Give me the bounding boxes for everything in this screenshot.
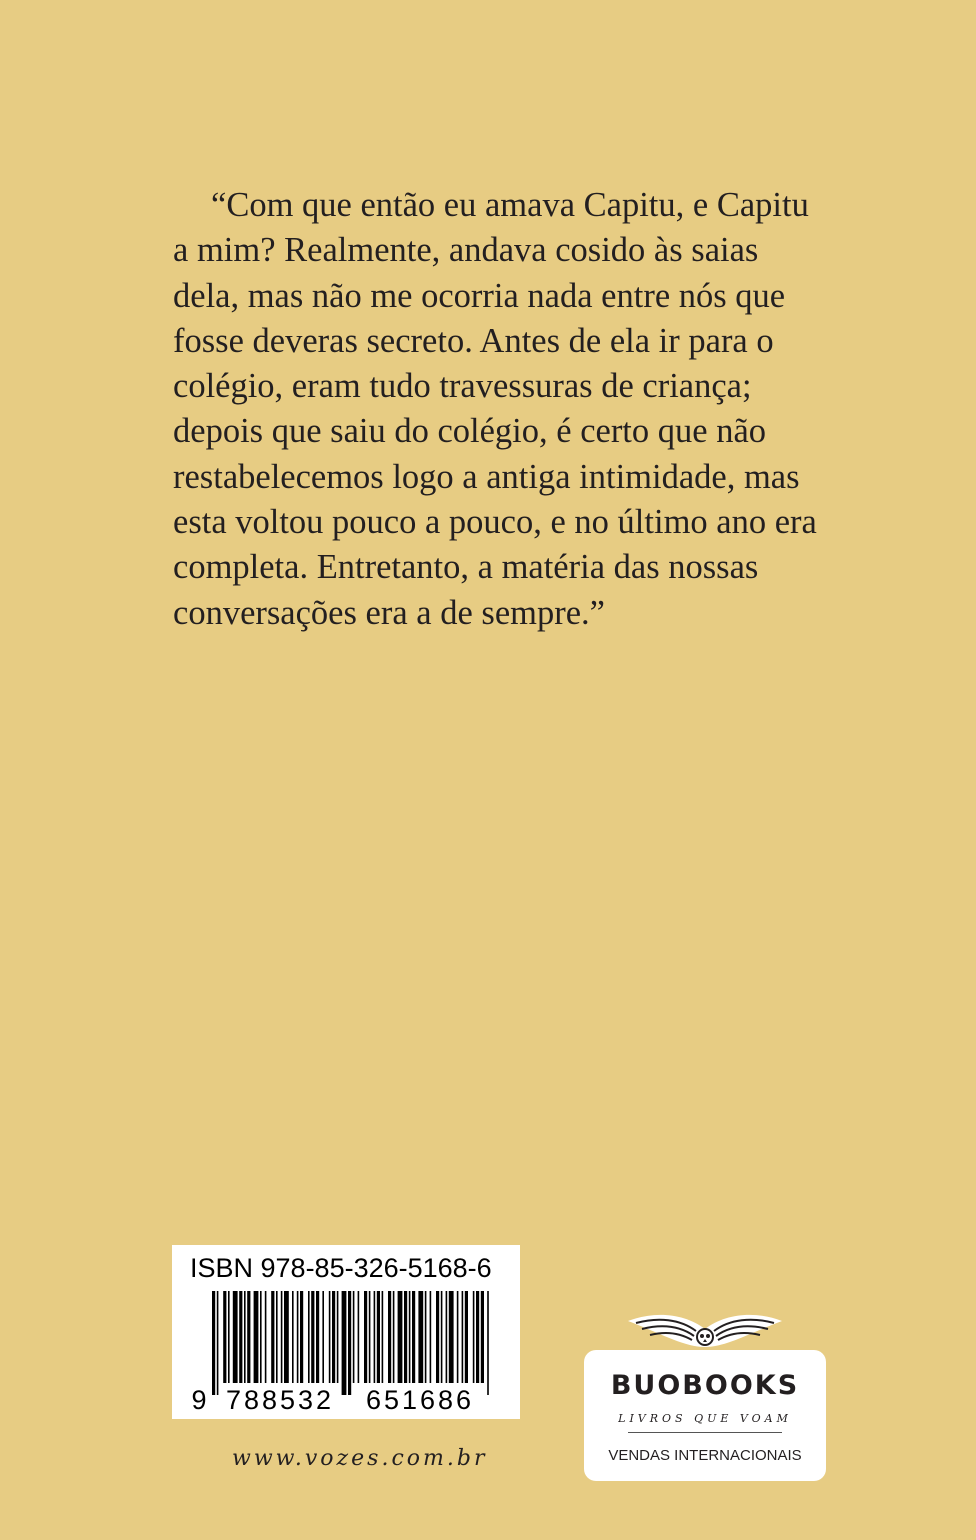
barcode-bar [481, 1291, 484, 1383]
quote-line: conversações era a de sempre.” [173, 593, 605, 632]
barcode-bar [398, 1291, 403, 1383]
barcode-bar [223, 1291, 226, 1383]
barcode-bar [247, 1291, 250, 1383]
publisher-website[interactable]: www.vozes.com.br [232, 1446, 488, 1471]
quote-line: completa. Entretanto, a matéria das nossas [173, 548, 759, 587]
barcode-bar [409, 1291, 411, 1383]
barcode-bar [212, 1291, 215, 1395]
barcode-bar [316, 1291, 319, 1383]
isbn-barcode-panel [172, 1245, 520, 1419]
logo-tagline: LIVROS QUE VOAM [618, 1412, 792, 1425]
barcode-bar [353, 1291, 355, 1383]
barcode-bar [322, 1291, 324, 1383]
barcode-bar [342, 1291, 347, 1395]
logo-card [584, 1350, 826, 1481]
barcode-bar [476, 1291, 479, 1383]
logo-divider [628, 1432, 782, 1433]
barcode-bar [404, 1291, 407, 1383]
logo-name: BUOBOOKS [610, 1370, 800, 1401]
barcode-bar [457, 1291, 459, 1383]
barcode-bar [430, 1291, 432, 1383]
quote-line: fosse deveras secreto. Antes de ela ir para o [173, 321, 774, 360]
barcode-bar [465, 1291, 468, 1383]
quote-line: a mim? Realmente, andava cosido às saias [173, 231, 759, 270]
barcode-bar [441, 1291, 443, 1383]
barcode-bar [265, 1291, 267, 1383]
barcode [190, 1291, 500, 1413]
barcode-bar [364, 1291, 367, 1383]
barcode-bar [393, 1291, 395, 1383]
barcode-bar [271, 1291, 274, 1383]
barcode-bar [374, 1291, 376, 1383]
barcode-bar [254, 1291, 259, 1383]
barcode-bar [308, 1291, 310, 1383]
barcode-bar [358, 1291, 360, 1383]
barcode-bar [337, 1291, 339, 1383]
barcode-bar [233, 1291, 238, 1383]
barcode-bar [297, 1291, 299, 1383]
barcode-bar [244, 1291, 246, 1383]
barcode-bars [212, 1291, 489, 1395]
isbn-label: ISBN 978-85-326-5168-6 [190, 1253, 492, 1283]
barcode-bar [239, 1291, 242, 1383]
barcode-bar [446, 1291, 448, 1383]
barcode-bar [332, 1291, 335, 1383]
quote-line: restabelecemos logo a antiga intimidade, mas [173, 457, 800, 496]
barcode-bar [487, 1291, 489, 1395]
barcode-bar [449, 1291, 454, 1383]
quote-line: colégio, eram tudo travessuras de criança; [173, 367, 752, 406]
barcode-digit-lead: 9 [191, 1385, 207, 1413]
barcode-bar [436, 1291, 439, 1383]
back-cover-quote [173, 183, 853, 636]
barcode-bar [292, 1291, 294, 1383]
barcode-bar [300, 1291, 303, 1383]
quote-line: depois que saiu do colégio, é certo que não [173, 412, 767, 451]
logo-subtitle: VENDAS INTERNACIONAIS [608, 1447, 802, 1464]
barcode-digits-right: 651686 [365, 1385, 475, 1413]
barcode-bar [388, 1291, 391, 1383]
barcode-bar [311, 1291, 314, 1383]
barcode-bar [418, 1291, 423, 1383]
barcode-bar [377, 1291, 380, 1383]
barcode-bar [329, 1291, 331, 1383]
quote-line: “Com que então eu amava Capitu, e Capitu [211, 186, 809, 224]
quote-line: esta voltou pouco a pouco, e no último ano era [173, 503, 817, 542]
barcode-bar [382, 1291, 384, 1383]
barcode-bar [281, 1291, 283, 1383]
barcode-bar [369, 1291, 371, 1383]
barcode-bar [425, 1291, 427, 1383]
barcode-bar [348, 1291, 351, 1395]
buobooks-logo [584, 1303, 826, 1481]
barcode-bar [284, 1291, 289, 1383]
barcode-bar [276, 1291, 278, 1383]
barcode-bar [217, 1291, 219, 1395]
barcode-bar [462, 1291, 464, 1383]
quote-line: dela, mas não me ocorria nada entre nós que [173, 276, 786, 315]
barcode-bar [228, 1291, 230, 1383]
barcode-bar [412, 1291, 415, 1383]
barcode-digits-left: 788532 [225, 1385, 335, 1413]
barcode-bar [473, 1291, 475, 1383]
barcode-bar [260, 1291, 262, 1383]
